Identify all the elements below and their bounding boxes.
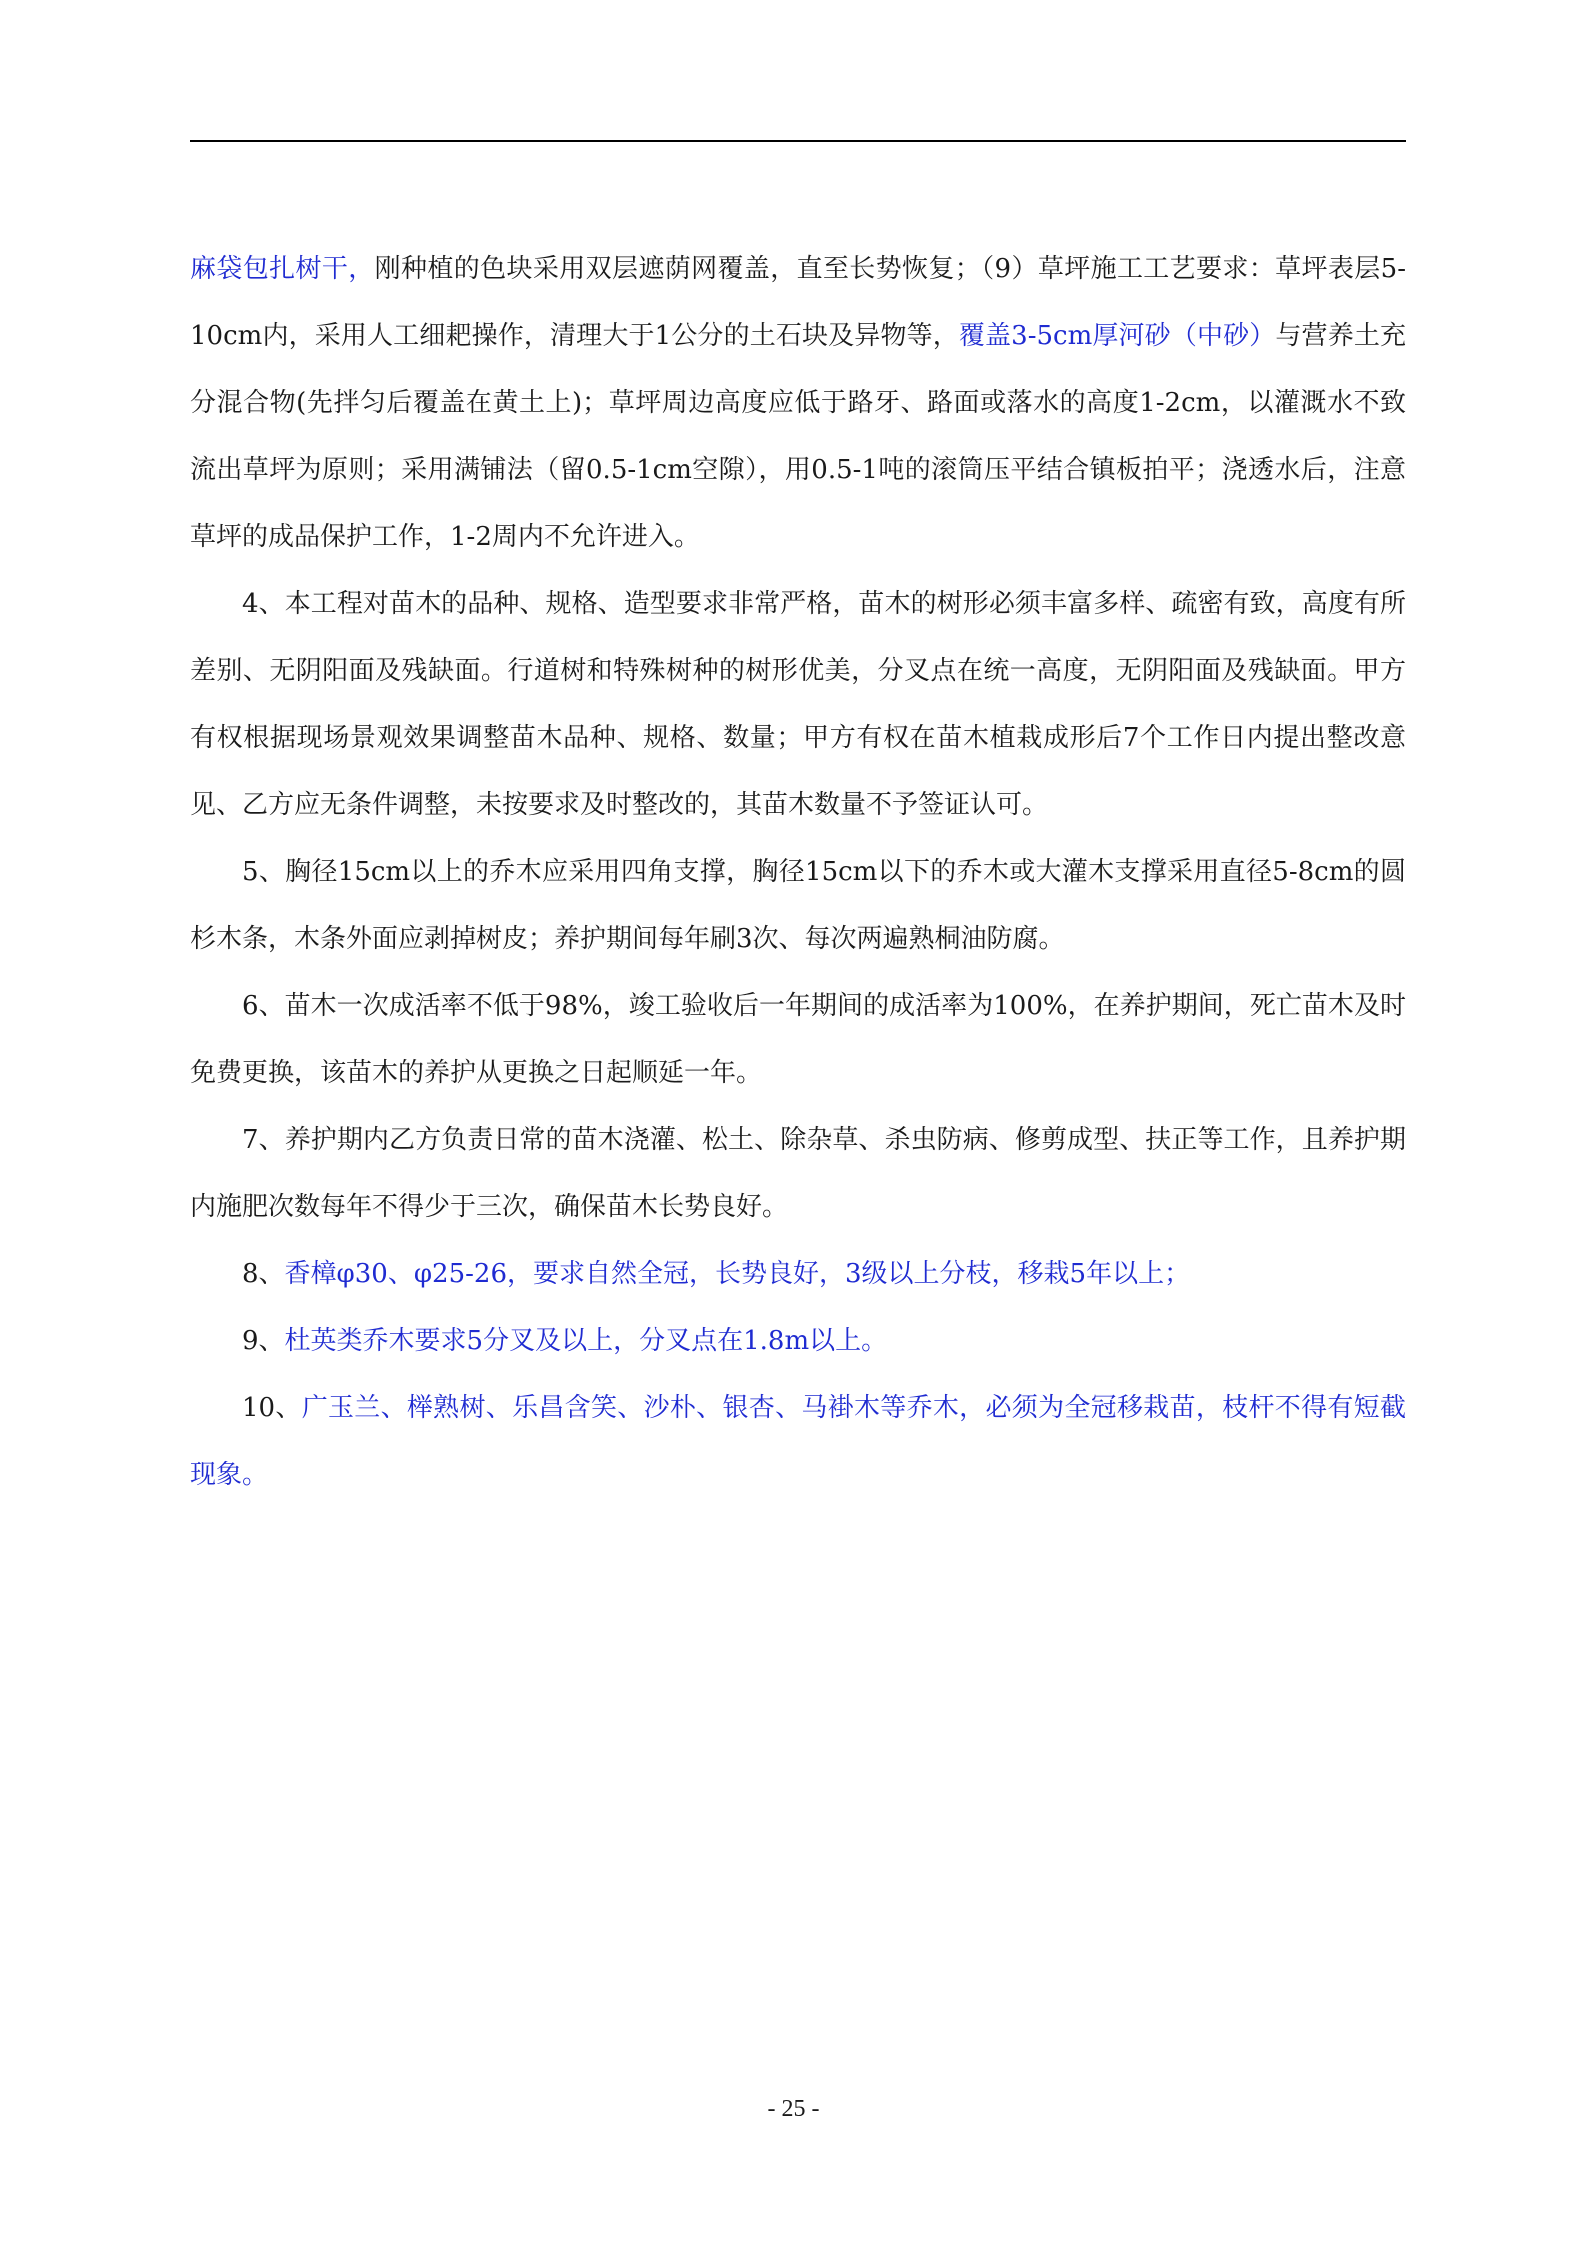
paragraph-item-4	[190, 571, 1406, 839]
header-rule	[190, 140, 1406, 142]
text-segment: 麻袋包扎树干，	[190, 254, 375, 284]
text-segment: 5、胸径15cm以上的乔木应采用四角支撑，胸径15cm以下的乔木或大灌木支撑采用直径5-8cm的圆杉木条，木条外面应剥掉树皮；养护期间每年刷3次、每次两遍熟桐油防腐。	[190, 857, 1406, 954]
text-segment: 10、	[242, 1393, 302, 1423]
page-number: - 25 -	[767, 2096, 820, 2122]
paragraph-item-10	[190, 1375, 1406, 1509]
paragraph-item-8	[190, 1241, 1406, 1308]
body-text	[190, 236, 1406, 1509]
text-segment: 7、养护期内乙方负责日常的苗木浇灌、松土、除杂草、杀虫防病、修剪成型、扶正等工作，且养护期内施肥次数每年不得少于三次，确保苗木长势良好。	[190, 1125, 1406, 1222]
text-segment: 杜英类乔木要求5分叉及以上，分叉点在1.8m以上。	[284, 1326, 888, 1356]
text-segment: 刚种植的色块采用双层遮荫网覆盖，直至长势恢复；（9）草坪施工工艺要求：草坪表层5-10cm内，采用人工细耙操作，清理大于1公分的土石块及异物等，	[190, 254, 1406, 351]
paragraph-item-7	[190, 1107, 1406, 1241]
paragraph-item-6	[190, 973, 1406, 1107]
paragraph-lawn-construction	[190, 236, 1406, 571]
text-segment: 4、本工程对苗木的品种、规格、造型要求非常严格，苗木的树形必须丰富多样、疏密有致，高度有所差别、无阴阳面及残缺面。行道树和特殊树种的树形优美，分叉点在统一高度，无阴阳面及残缺面。甲方有权根据现场景观效果调整苗木品种、规格、数量；甲方有权在苗木植栽成形后7个工作日内提出整改意见、乙方应无条件调整，未按要求及时整改的，其苗木数量不予签证认可。	[190, 589, 1406, 820]
text-segment: 6、苗木一次成活率不低于98%，竣工验收后一年期间的成活率为100%，在养护期间，死亡苗木及时免费更换，该苗木的养护从更换之日起顺延一年。	[190, 991, 1406, 1088]
text-segment: 覆盖3-5cm厚河砂（中砂）	[958, 321, 1276, 351]
text-segment: 与营养土充分混合物(先拌匀后覆盖在黄土上)；草坪周边高度应低于路牙、路面或落水的高度1-2cm，以灌溉水不致流出草坪为原则；采用满铺法（留0.5-1cm空隙），用0.5-1吨的滚筒压平结合镇板拍平；浇透水后，注意草坪的成品保护工作，1-2周内不允许进入。	[190, 321, 1406, 552]
paragraph-item-9	[190, 1308, 1406, 1375]
paragraph-item-5	[190, 839, 1406, 973]
text-segment: 香樟φ30、φ25-26，要求自然全冠，长势良好，3级以上分枝，移栽5年以上；	[284, 1259, 1191, 1289]
text-segment: 9、	[242, 1326, 285, 1356]
text-segment: 8、	[242, 1259, 285, 1289]
text-segment: 广玉兰、榉熟树、乐昌含笑、沙朴、银杏、马褂木等乔木，必须为全冠移栽苗，枝杆不得有短截现象。	[190, 1393, 1406, 1490]
